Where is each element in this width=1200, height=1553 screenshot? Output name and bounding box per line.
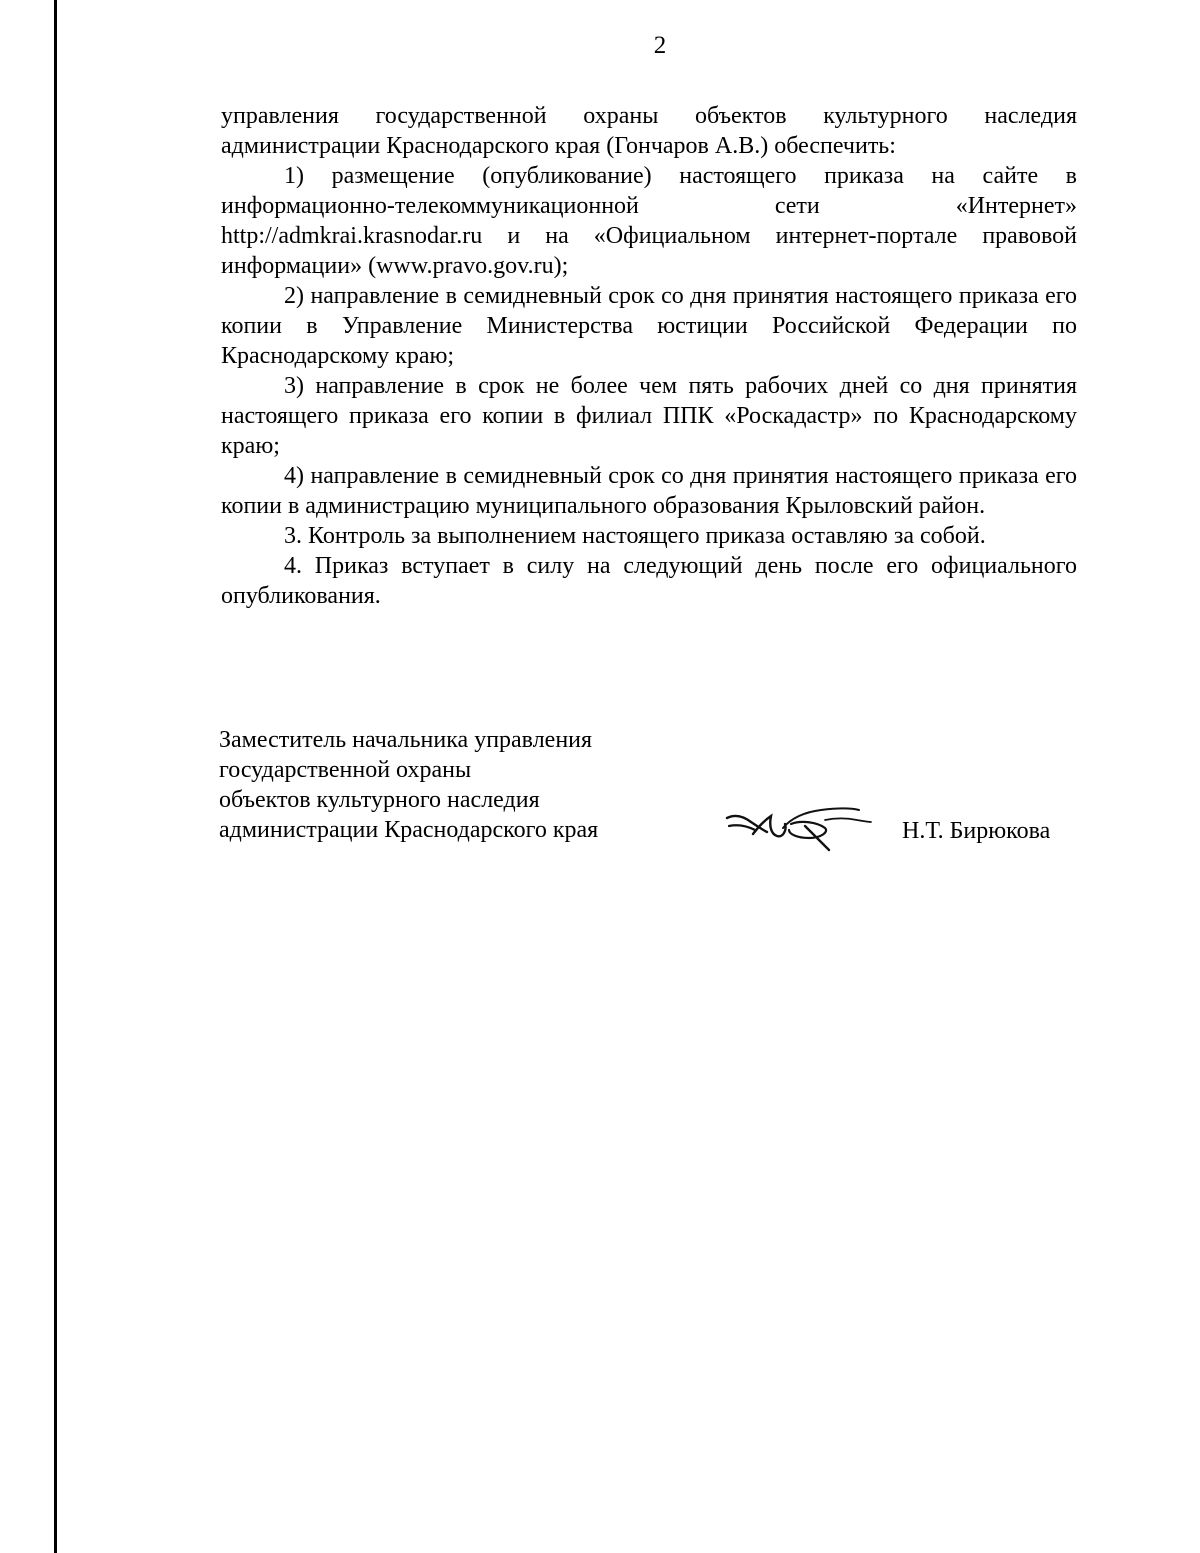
- page-number: 2: [653, 32, 667, 59]
- signatory-position-line: Заместитель начальника управления: [219, 727, 593, 753]
- signatory-position: [219, 725, 598, 845]
- left-margin-rule: [54, 0, 57, 1553]
- paragraph-item-3-roskadastr: 3) направление в срок не более чем пять рабочих дней со дня принятия настоящего приказа его копии в филиал ППК «Роскадастр» по Краснодарскому краю;: [221, 373, 1077, 459]
- paragraph-item-1-publication: 1) размещение (опубликование) настоящего приказа на сайте в информационно-телекоммуникационной сети «Интернет» http://admkrai.krasnodar.ru и на «Официальном интернет-портале правовой информации» (www.pravo.gov.ru);: [221, 163, 1077, 279]
- signatory-position-line: администрации Краснодарского края: [219, 817, 599, 843]
- signatory-position-line: объектов культурного наследия: [219, 787, 540, 813]
- paragraph-control-clause: 3. Контроль за выполнением настоящего приказа оставляю за собой.: [284, 523, 986, 549]
- document-body: [221, 101, 1077, 611]
- signatory-name: Н.Т. Бирюкова: [902, 818, 1051, 844]
- paragraph-responsible-unit: управления государственной охраны объектов культурного наследия администрации Краснодарского края (Гончаров А.В.) обеспечить:: [221, 103, 1077, 159]
- paragraph-effective-date: 4. Приказ вступает в силу на следующий день после его официального опубликования.: [221, 553, 1077, 609]
- signatory-position-line: государственной охраны: [219, 757, 472, 783]
- paragraph-item-4-municipality: 4) направление в семидневный срок со дня принятия настоящего приказа его копии в администрацию муниципального образования Крыловский район.: [221, 463, 1077, 519]
- handwritten-signature: [725, 796, 875, 856]
- paragraph-item-2-ministry-justice: 2) направление в семидневный срок со дня принятия настоящего приказа его копии в Управление Министерства юстиции Российской Федерации по Краснодарскому краю;: [221, 283, 1077, 369]
